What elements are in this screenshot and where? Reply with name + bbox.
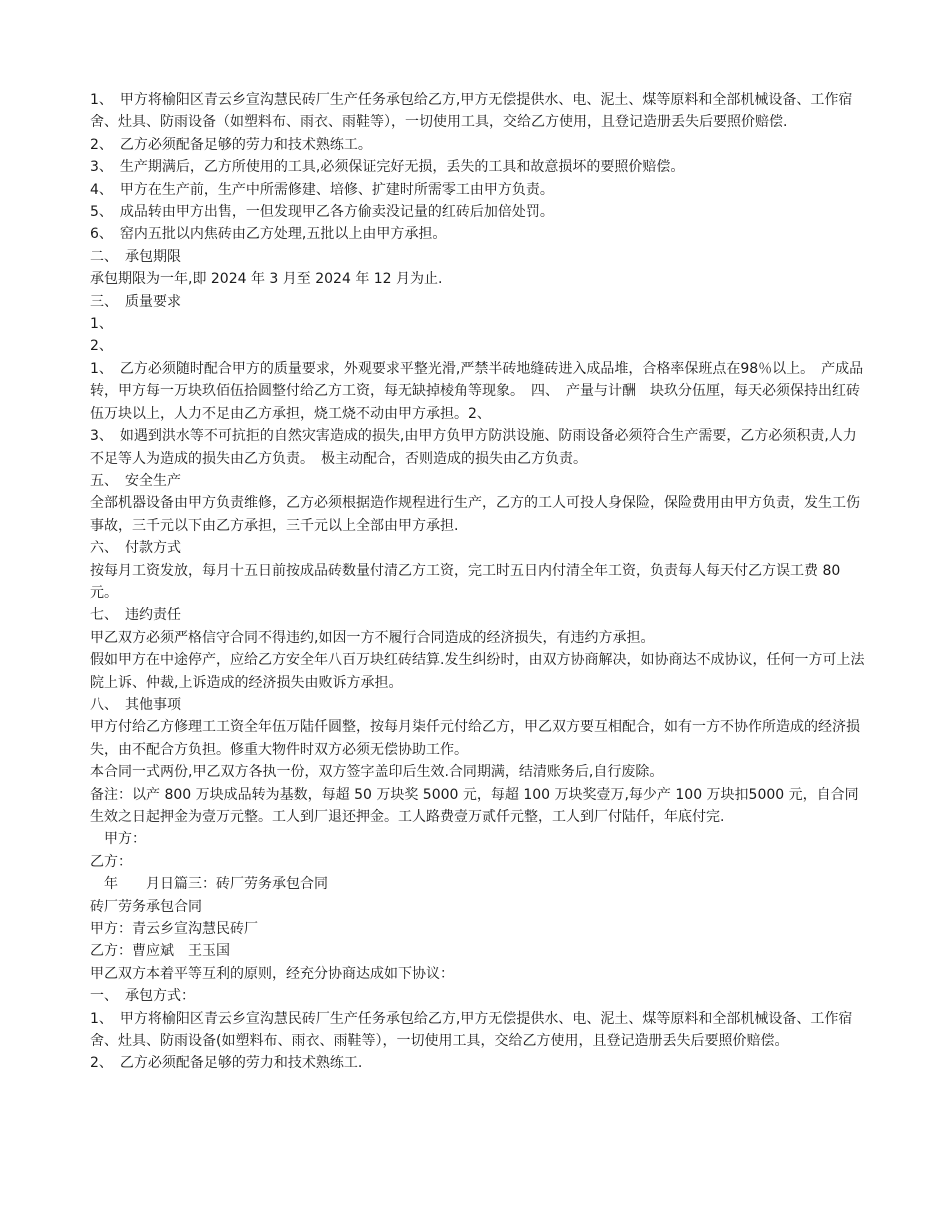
paragraph: 5、 成品转由甲方出售，一但发现甲乙各方偷卖没记量的红砖后加倍处罚。 [90,204,554,221]
section-heading: 三、 质量要求 [90,293,181,310]
paragraph: 全部机器设备由甲方负责维修，乙方必须根据造作规程进行生产，乙方的工人可投人身保险，保险费用由甲方负责，发生工伤事故，三千元以下由乙方承担，三千元以上全部由甲方承担. [90,495,860,534]
signature-line-party-b: 乙方： [90,853,132,870]
paragraph: 承包期限为一年,即 2024 年 3 月至 2024 年 12 月为止. [90,271,443,288]
paragraph: 假如甲方在中途停产，应给乙方安全年八百万块红砖结算.发生纠纷时，由双方协商解决，如协商达不成协议，任何一方可上法院上诉、仲裁,上诉造成的经济损失由败诉方承担。 [90,652,865,691]
paragraph: 2、 乙方必须配备足够的劳力和技术熟练工。 [90,136,372,153]
paragraph: 1、 乙方必须随时配合甲方的质量要求，外观要求平整光滑,严禁半砖地缝砖进入成品堆，合格率保班点在98％以上。 产成品转，甲方每一万块玖佰伍拾圆整付给乙方工资，每无缺掉棱角等现象。 四、 产量与计酬 块玖分伍厘，每天必须保持出红砖伍万块以上，人力不足由乙方承担，烧工烧不动由甲方承担。2、 [90,360,864,422]
paragraph: 1、 甲方将榆阳区青云乡宣沟慧民砖厂生产任务承包给乙方,甲方无偿提供水、电、泥土、煤等原料和全部机械设备、工作宿舍、灶具、防雨设备(如塑料布、雨衣、雨鞋等），一切使用工具，交给乙方使用，且登记造册丢失后要照价赔偿。 [90,1010,853,1050]
section-heading: 八、 其他事项 [90,696,181,713]
paragraph: 2、 [90,338,113,355]
paragraph: 1、 [90,316,113,333]
section-heading: 五、 安全生产 [90,472,181,489]
section-heading: 七、 违约责任 [90,607,181,624]
party-a-line: 甲方：青云乡宣沟慧民砖厂 [90,921,258,938]
paragraph: 2、 乙方必须配备足够的劳力和技术熟练工. [90,1055,363,1072]
section-heading: 一、 承包方式： [90,988,195,1005]
party-b-line: 乙方：曹应斌 王玉国 [90,943,230,960]
paragraph: 4、 甲方在生产前，生产中所需修建、培修、扩建时所需零工由甲方负责。 [90,181,554,198]
date-line: 年 月日篇三：砖厂劳务承包合同 [90,876,328,893]
paragraph: 6、 窑内五批以内焦砖由乙方处理,五批以上由甲方承担。 [90,226,447,243]
document-body [90,89,870,1075]
document-title: 砖厂劳务承包合同 [90,898,202,915]
paragraph: 备注：以产 800 万块成品转为基数，每超 50 万块奖 5000 元，每超 100 万块奖壹万,每少产 100 万块扣5000 元，自合同生效之日起押金为壹万元整。工人到厂退还押金。工人路费壹万贰仟元整，工人到厂付陆仟，年底付完. [90,786,859,825]
paragraph: 甲乙双方必须严格信守合同不得违约,如因一方不履行合同造成的经济损失，有违约方承担。 [90,629,655,646]
paragraph: 3、 如遇到洪水等不可抗拒的自然灾害造成的损失,由甲方负甲方防洪设施、防雨设备必须符合生产需要，乙方必须积责,人力不足等人为造成的损失由乙方负责。 极主动配合，否则造成的损失由乙方负责。 [90,428,857,467]
paragraph: 本合同一式两份,甲乙双方各执一份，双方签字盖印后生效.合同期满，结清账务后,自行废除。 [90,764,664,781]
paragraph: 1、 甲方将榆阳区青云乡宣沟慧民砖厂生产任务承包给乙方,甲方无偿提供水、电、泥土、煤等原料和全部机械设备、工作宿舍、灶具、防雨设备（如塑料布、雨衣、雨鞋等），一切使用工具，交给乙方使用，且登记造册丢失后要照价赔偿. [90,92,853,131]
signature-line-party-a: 甲方： [90,831,146,848]
paragraph: 按每月工资发放，每月十五日前按成品砖数量付清乙方工资，完工时五日内付清全年工资，负责每人每天付乙方误工费 80 元。 [90,562,841,601]
section-heading: 二、 承包期限 [90,248,181,265]
paragraph: 3、 生产期满后，乙方所使用的工具,必须保证完好无损，丢失的工具和故意损坏的要照价赔偿。 [90,159,685,176]
paragraph: 甲方付给乙方修理工工资全年伍万陆仟圆整，按每月柒仟元付给乙方，甲乙双方要互相配合，如有一方不协作所造成的经济损失，由不配合方负担。修重大物件时双方必须无偿协助工作。 [90,719,860,758]
paragraph: 甲乙双方本着平等互利的原则，经充分协商达成如下协议： [90,965,454,982]
section-heading: 六、 付款方式 [90,540,181,557]
